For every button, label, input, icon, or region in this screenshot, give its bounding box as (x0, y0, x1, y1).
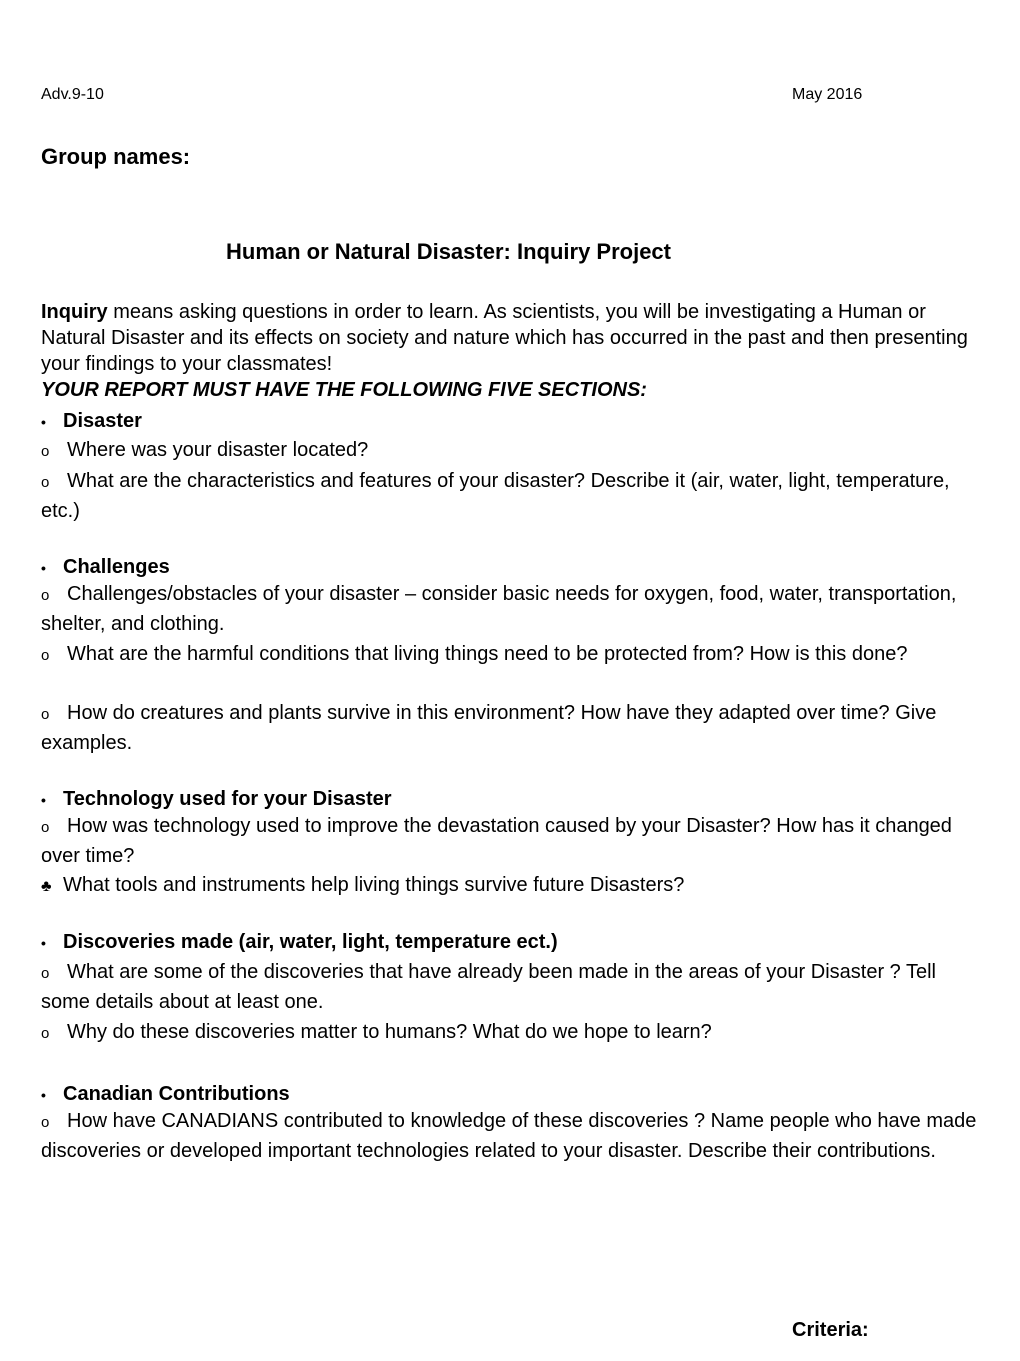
page-title: Human or Natural Disaster: Inquiry Project (226, 239, 671, 264)
section-heading-canadian (41, 1080, 981, 1110)
list-item (41, 871, 981, 901)
bullet-icon: • (41, 560, 46, 576)
list-item (41, 580, 981, 639)
circle-bullet-icon: o (41, 706, 50, 723)
circle-bullet-icon: o (41, 647, 50, 664)
class-label: Adv.9-10 (41, 86, 104, 103)
bullet-icon: • (41, 792, 46, 808)
circle-bullet-icon: o (41, 474, 50, 491)
section-heading-discoveries (41, 928, 981, 958)
list-item (41, 436, 981, 466)
bullet-icon: • (41, 935, 46, 951)
item-text: How do creatures and plants survive in this environment? How have they adapted over time? Give examples. (41, 702, 937, 754)
circle-bullet-icon: o (41, 965, 50, 982)
list-item (41, 1018, 981, 1048)
list-item (41, 699, 981, 758)
item-text: What are the harmful conditions that living things need to be protected from? How is this done? (67, 643, 908, 665)
item-text: Why do these discoveries matter to humans? What do we hope to learn? (67, 1021, 712, 1043)
item-text: Challenges/obstacles of your disaster – consider basic needs for oxygen, food, water, transportation, shelter, and clothing. (41, 583, 957, 635)
circle-bullet-icon: o (41, 1114, 50, 1131)
bullet-icon: • (41, 1087, 46, 1103)
list-item (41, 958, 981, 1017)
heading-text: Canadian Contributions (63, 1083, 290, 1105)
heading-text: Challenges (63, 556, 170, 578)
section-heading-technology (41, 785, 981, 815)
section-heading-disaster (41, 407, 981, 437)
requirement-heading: YOUR REPORT MUST HAVE THE FOLLOWING FIVE SECTIONS: (41, 379, 647, 401)
club-icon: ♣ (41, 878, 52, 895)
inquiry-term: Inquiry (41, 301, 108, 323)
item-text: How was technology used to improve the devastation caused by your Disaster? How has it changed over time? (41, 815, 952, 867)
circle-bullet-icon: o (41, 1025, 50, 1042)
group-names-label: Group names: (41, 144, 191, 169)
heading-text: Disaster (63, 410, 142, 432)
intro-text: means asking questions in order to learn. As scientists, you will be investigating a Human or Natural Disaster and its effects on society and nature which has occurred in the past and then presenting your findings to your classmates! (41, 301, 968, 375)
bullet-icon: • (41, 414, 46, 430)
circle-bullet-icon: o (41, 443, 50, 460)
date-label: May 2016 (792, 86, 863, 103)
list-item (41, 812, 981, 871)
list-item (41, 1107, 981, 1165)
heading-text: Technology used for your Disaster (63, 788, 392, 810)
item-text: What are the characteristics and features of your disaster? Describe it (air, water, light, temperature, etc.) (41, 470, 950, 522)
section-heading-challenges (41, 553, 981, 583)
criteria-label: Criteria: (792, 1319, 869, 1341)
item-text: How have CANADIANS contributed to knowledge of these discoveries ? Name people who have made discoveries or developed important technologies related to your disaster. Describe their contributions. (41, 1110, 977, 1162)
list-item (41, 467, 981, 526)
circle-bullet-icon: o (41, 819, 50, 836)
list-item (41, 640, 981, 670)
item-text: What are some of the discoveries that have already been made in the areas of your Disaster ? Tell some details about at least one. (41, 961, 936, 1013)
intro-paragraph (41, 299, 981, 377)
item-text: What tools and instruments help living things survive future Disasters? (63, 874, 685, 896)
item-text: Where was your disaster located? (67, 439, 369, 461)
heading-text: Discoveries made (air, water, light, temperature ect.) (63, 931, 558, 953)
circle-bullet-icon: o (41, 587, 50, 604)
